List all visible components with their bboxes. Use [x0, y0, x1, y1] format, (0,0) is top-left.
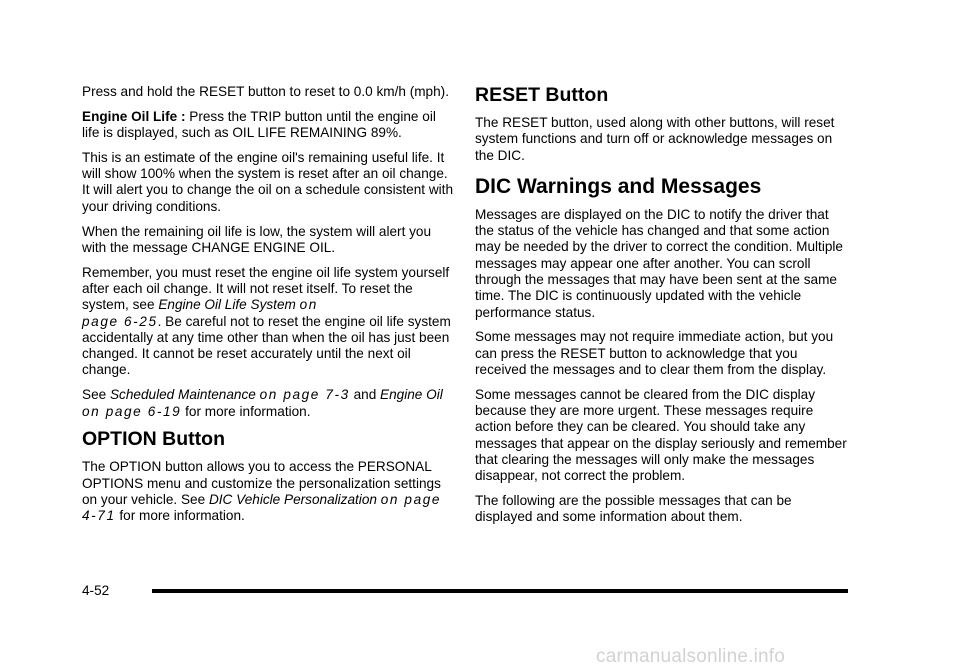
acknowledge-paragraph: Some messages may not require immediate action, but you can press the RESET button to acknowledge that you received the messages and to clear them from the display. — [475, 329, 834, 378]
option-button-heading: OPTION Button — [82, 428, 225, 451]
dic-personalization-page[interactable]: on page 4-71 — [82, 491, 442, 524]
possible-messages-paragraph: The following are the possible messages that can be displayed and some information about them. — [475, 493, 792, 525]
dic-warnings-heading: DIC Warnings and Messages — [475, 174, 762, 198]
option-button-paragraph — [82, 459, 454, 524]
scheduled-maintenance-link[interactable]: Scheduled Maintenance — [109, 387, 256, 403]
oil-life-system-on[interactable]: on — [299, 297, 318, 313]
option-text-b: for more information. — [115, 508, 245, 524]
more-info-text: for more information. — [181, 403, 311, 419]
page-number: 4-52 — [82, 583, 110, 598]
see-also-paragraph — [82, 387, 454, 420]
oil-estimate-paragraph: This is an estimate of the engine oil's remaining useful life. It will show 100% when the system is reset after an oil change. It will alert you to change the oil on a schedule consistent with your driving conditions. — [82, 149, 454, 214]
engine-oil-life-text: Press the TRIP button until the engine oil life is displayed, such as OIL LIFE REMAINING 89%. — [82, 108, 436, 141]
oil-alert-paragraph: When the remaining oil life is low, the system will alert you with the message CHANGE ENGINE OIL. — [82, 223, 432, 255]
reset-button-paragraph: The RESET button, used along with other buttons, will reset system functions and turn off or acknowledge messages on the DIC. — [475, 115, 835, 163]
dic-personalization-link[interactable]: DIC Vehicle Personalization — [208, 491, 377, 507]
see-text: See — [82, 387, 110, 403]
reset-button-heading: RESET Button — [475, 84, 609, 106]
engine-oil-life-label: Engine Oil Life : — [82, 108, 186, 124]
oil-life-system-page[interactable]: page 6-25 — [82, 313, 158, 329]
and-text: and — [349, 387, 381, 403]
oil-reset-text-b: . Be careful not to reset the engine oil life system accidentally at any time other than when the oil has just been changed. It cannot be reset accurately until the next oil change. — [82, 313, 451, 378]
engine-oil-link[interactable]: Engine Oil — [380, 387, 443, 403]
engine-oil-page[interactable]: on page 6-19 — [82, 403, 182, 419]
scheduled-maintenance-page[interactable]: on page 7-3 — [259, 387, 350, 403]
urgent-messages-paragraph: Some messages cannot be cleared from the DIC display because they are more urgent. These messages require action before they can be cleared. You should take any messages that appear on the display seriously and remember that clearing the messages will only make the messages disappear, not correct the problem. — [475, 386, 847, 484]
option-text-a: The OPTION button allows you to access the PERSONAL OPTIONS menu and customize the personalization settings on your vehicle. See — [82, 459, 441, 507]
engine-oil-life-paragraph — [82, 109, 454, 142]
dic-messages-paragraph: Messages are displayed on the DIC to notify the driver that the status of the vehicle has changed and that some action may be needed by the driver to correct the condition. Multiple messages may appear one after another. You can scroll through the messages that may have been sent at the same time. The DIC is continuously updated with the vehicle performance status. — [475, 206, 843, 320]
watermark: carmanualsonline.info — [596, 646, 786, 667]
left-column — [82, 84, 454, 533]
reset-speed-paragraph: Press and hold the RESET button to reset to 0.0 km/h (mph). — [82, 84, 449, 99]
oil-reset-text-a: Remember, you must reset the engine oil life system yourself after each oil change. It will not reset itself. To reset the system, see — [82, 264, 450, 313]
right-column — [475, 84, 847, 534]
footer-rule — [152, 589, 848, 593]
oil-reset-paragraph — [82, 265, 454, 379]
oil-life-system-link[interactable]: Engine Oil Life System — [158, 297, 296, 313]
